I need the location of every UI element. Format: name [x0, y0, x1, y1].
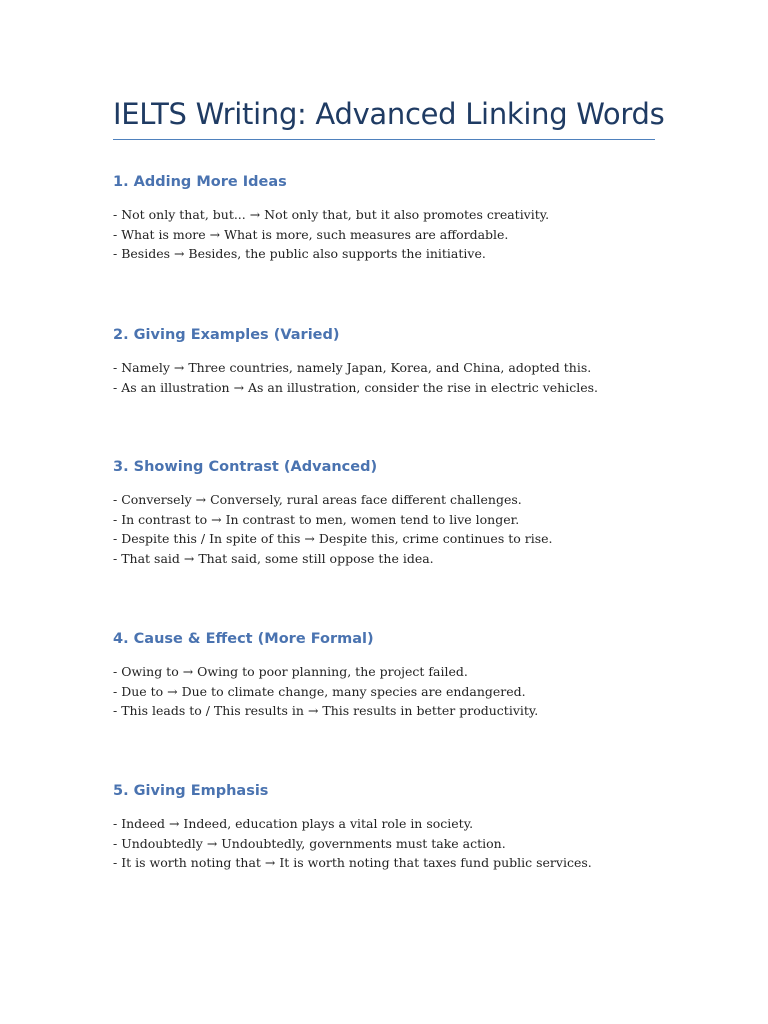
list-item: - Conversely → Conversely, rural areas face different challenges. [113, 492, 522, 507]
section-giving-emphasis [113, 780, 673, 870]
list-item: - Not only that, but... → Not only that, but it also promotes creativity. [113, 207, 550, 222]
linking-word-list [113, 662, 538, 721]
section-heading: 1. Adding More Ideas [113, 174, 287, 190]
list-item: - Indeed → Indeed, education plays a vital role in society. [113, 816, 474, 831]
document-title: IELTS Writing: Advanced Linking Words [113, 97, 665, 131]
list-item: - What is more → What is more, such measures are affordable. [113, 226, 509, 242]
section-heading: 3. Showing Contrast (Advanced) [113, 459, 378, 475]
section-heading: 5. Giving Emphasis [113, 783, 269, 799]
list-item: - This leads to / This results in → This results in better productivity. [113, 703, 539, 718]
list-item: - Despite this / In spite of this → Despite this, crime continues to rise. [113, 531, 553, 546]
section-heading: 4. Cause & Effect (More Formal) [113, 631, 374, 647]
title-divider [113, 139, 655, 140]
list-item: - In contrast to → In contrast to men, women tend to live longer. [113, 511, 520, 527]
list-item: - Undoubtedly → Undoubtedly, governments must take action. [113, 835, 506, 851]
list-item: - As an illustration → As an illustration, consider the rise in electric vehicles. [113, 379, 598, 395]
linking-word-list [113, 205, 549, 264]
list-item: - It is worth noting that → It is worth noting that taxes fund public services. [113, 855, 592, 870]
linking-word-list [113, 490, 553, 568]
linking-word-list [113, 358, 598, 397]
list-item: - Due to → Due to climate change, many species are endangered. [113, 683, 526, 699]
section-cause-effect [113, 628, 673, 718]
list-item: - Namely → Three countries, namely Japan, Korea, and China, adopted this. [113, 360, 592, 375]
linking-word-list [113, 814, 592, 873]
section-giving-examples [113, 324, 673, 395]
section-showing-contrast [113, 456, 673, 566]
section-heading: 2. Giving Examples (Varied) [113, 327, 340, 343]
list-item: - Besides → Besides, the public also supports the initiative. [113, 246, 486, 261]
section-adding-more-ideas [113, 171, 673, 261]
list-item: - That said → That said, some still oppose the idea. [113, 550, 434, 566]
list-item: - Owing to → Owing to poor planning, the project failed. [113, 664, 468, 679]
